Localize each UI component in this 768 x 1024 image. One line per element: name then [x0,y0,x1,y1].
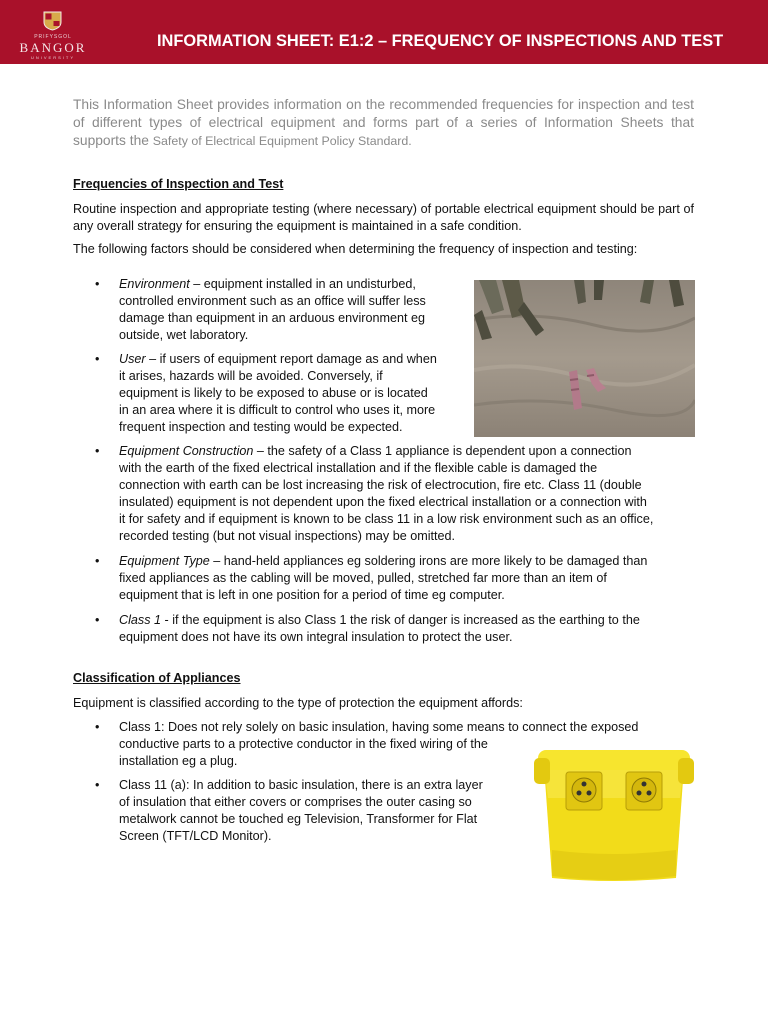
bullet-line: metalwork cannot be touched eg Television, Transformer for Flat [119,812,478,826]
bullet-text: - if the equipment is also Class 1 the risk of danger is increased as the earthing to the [161,613,640,627]
header-bar [0,0,768,64]
bullet-line: equipment that is left in one position for a period of time eg computer. [119,588,505,602]
bullet-line: fixed appliances as the cabling will be moved, pulled, stretched far more than an item of [119,571,607,585]
logo-name-text: BANGOR [19,40,87,55]
section-heading-frequencies: Frequencies of Inspection and Test [73,177,284,191]
bullet-term: Equipment Type [119,554,210,568]
policy-link[interactable]: Safety of Electrical Equipment Policy Standard. [152,134,412,148]
bullet-icon: • [95,778,100,792]
bullet-icon: • [95,352,100,366]
muddy-boots-photo [474,280,695,437]
bullet-line: equipment is likely to be exposed to abuse or is located [119,386,428,400]
bullet-line: Class 11 (a): In addition to basic insulation, there is an extra layer [119,778,483,792]
bullet-line: Screen (TFT/LCD Monitor). [119,829,272,843]
bullet-icon: • [95,277,100,291]
bullet-line: it arises, hazards will be avoided. Conversely, if [119,369,383,383]
bullet-line: conductive parts to a protective conductor in the fixed wiring of the [119,737,488,751]
bullet-line: connection with earth can be lost increasing the risk of electrocution, fire etc. Class 11 (double [119,478,642,492]
bullet-term: Class 1 [119,613,161,627]
list-item [95,276,474,344]
bullet-line: damage than equipment in an arduous environment eg [119,311,425,325]
bullet-line: in an area where it is difficult to control who uses it, more [119,403,436,417]
intro-text: This Information Sheet provides information on the recommended frequencies for inspection and test of different types of electrical equipment and forms part of a series of Information Sheets that supports the [73,97,694,148]
bullet-line: Class 1: Does not rely solely on basic insulation, having some means to connect the exposed [119,720,639,734]
bullet-icon: • [95,554,100,568]
bullet-term: User [119,352,146,366]
list-item [95,777,519,845]
bullet-line: recorded testing (but not visual inspections) may be omitted. [119,529,456,543]
bullet-text: – equipment installed in an undisturbed, [189,277,416,291]
section1-para1: Routine inspection and appropriate testing (where necessary) of portable electrical equipment should be part of any overall strategy for ensuring the equipment is maintained in a safe condition. [73,202,694,233]
bullet-line: equipment does not have its own integral insulation to protect the user. [119,630,513,644]
bullet-text: – the safety of a Class 1 appliance is dependent upon a connection [253,444,632,458]
bullet-line: it for safety and if equipment is known to be class 11 in a low risk environment such as an office, [119,512,654,526]
section2-para: Equipment is classified according to the type of protection the equipment affords: [73,696,523,710]
bullet-icon: • [95,444,100,458]
bullet-line: insulated) equipment is not dependent upon the fixed electrical installation or a connection with [119,495,647,509]
list-item [95,612,719,646]
list-item [95,443,719,545]
logo-sub-text: UNIVERSITY [30,55,75,60]
intro-paragraph [73,96,694,150]
bullet-term: Equipment Construction [119,444,254,458]
bullet-text: – hand-held appliances eg soldering irons are more likely to be damaged than [209,554,648,568]
bullet-text: – if users of equipment report damage as and when [145,352,437,366]
bullet-line: outside, wet laboratory. [119,328,249,342]
university-logo [14,8,94,60]
bullet-term: Environment [119,277,190,291]
logo-top-text: PRIFYSGOL [34,34,72,40]
bullet-line: frequent inspection and testing would be expected. [119,420,403,434]
bullet-line: of insulation that either covers or comprises the outer casing so [119,795,472,809]
section1-para2: The following factors should be considered when determining the frequency of inspection and testing: [73,242,638,256]
bullet-icon: • [95,720,100,734]
bullet-line: with the earth of the fixed electrical installation and if the flexible cable is damaged the [119,461,598,475]
bullet-icon: • [95,613,100,627]
bullet-line: controlled environment such as an office will suffer less [119,294,426,308]
crest-icon [43,11,62,31]
bullet-line: installation eg a plug. [119,754,238,768]
page-title: INFORMATION SHEET: E1:2 – FREQUENCY OF INSPECTIONS AND TEST [157,32,724,50]
section-heading-classification: Classification of Appliances [73,671,241,685]
transformer-photo [530,738,698,884]
list-item [95,351,474,436]
list-item [95,553,719,604]
